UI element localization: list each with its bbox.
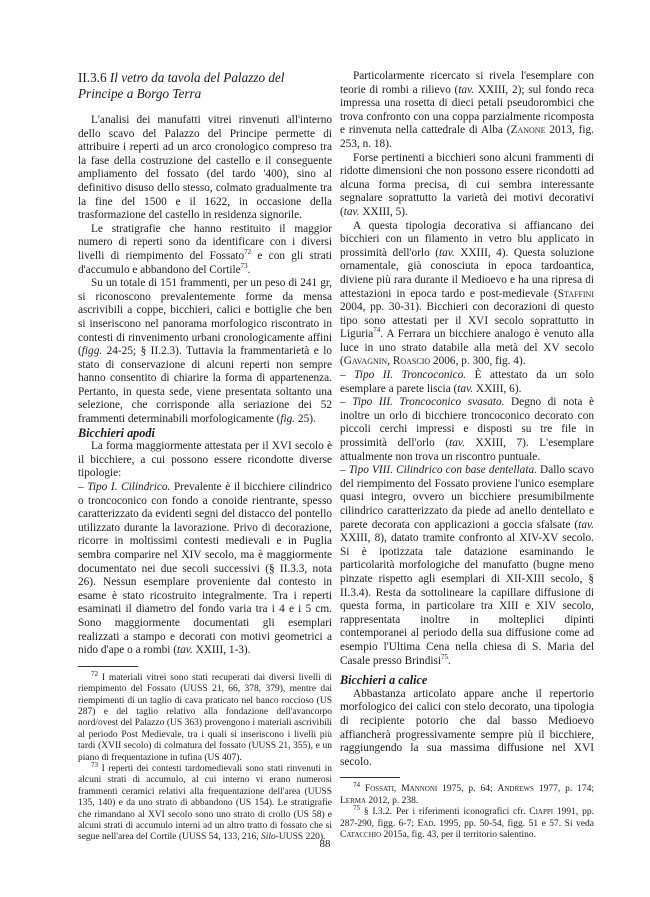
section-number: II.3.6: [78, 70, 107, 85]
footnote-ref: 72: [244, 248, 252, 257]
paragraph: La forma maggiormente attestata per il XVI secolo è il bicchiere, a cui possono essere ricondotte diverse tipologie:: [78, 440, 332, 480]
page-number: 88: [319, 838, 331, 850]
paragraph: Abbastanza articolato appare anche il repertorio morfologico dei calici con stelo decorato, una tipologia di recipiente potorio che dal basso Medioevo affiancherà progressivamente sempre più il bicchiere, raggiungendo la sua massima diffusione nel XVI secolo.: [340, 687, 594, 768]
section-heading: [78, 70, 332, 102]
paragraph: Su un totale di 151 frammenti, per un peso di 241 gr, si riconoscono prevalentemente forme da mensa ascrivibili a coppe, bicchieri, calici e bottiglie che ben si inseriscono nel panorama morfologico riscontrato in contesti di rinvenimento urbani cronologicamente affini (figg. 24-25; § II.2.3). Tuttavia la frammentarietà e lo stato di conservazione di alcuni reperti non sempre hanno consentito di chiarire la forma di appartenenza. Pertanto, in questa sede, viene presentata soltanto una selezione, che corrisponde alla seriazione dei 52 frammenti determinabili morfologicamente (fig. 25).: [78, 277, 332, 426]
paragraph: Le stratigrafie che hanno restituito il maggior numero di reperti sono da identificare con i diversi livelli di riempimento del Fossato$^{72}$ e con gli strati d'accumulo e abbandono del Cortile$^{73}$.: [78, 222, 332, 276]
paragraph: Particolarmente ricercato si rivela l'esemplare con teorie di rombi a rilievo (tav. XXIII, 2); sul fondo reca impressa una rosetta di dieci petali pseudorombici che trova confronto con una coppa parzialmente ricomposta e rinvenuta nella cattedrale di Alba (Zanone 2013, fig. 253, n. 18).: [340, 70, 594, 150]
paragraph: L'analisi dei manufatti vitrei rinvenuti all'interno dello scavo del Palazzo del Principe permette di attribuire i reperti ad un arco cronologico compreso tra la fase della costruzione del castello e il conseguente ampliamento del fossato (del tardo '400), sino al definitivo disuso dello stesso, colmato gradualmente tra la fine del 1500 e il 1622, in occasione della trasformazione del castello in residenza signorile.: [78, 114, 332, 222]
paragraph-tipo-ii: – Tipo II. Troncoconico. È attestato da un solo esemplare a parete liscia (tav. XXIII, 6).: [340, 369, 594, 395]
paragraph-tipo-viii: – Tipo VIII. Cilindrico con base dentellata. Dallo scavo del riempimento del Fossato proviene l'unico esemplare quasi integro, ovvero un bicchiere presumibilmente cilindrico caratterizzato da piede ad anello dentellato e parete decorata con applicazioni a goccia sfalsate (tav. XXIII, 8), datato tramite confronto al XIV-XV secolo. Si è ipotizzata tale datazione esaminando le particolarità morfologiche del manufatto (bugne meno pinzate rispetto agli esemplari di XII-XIII secolo, § II.3.4). Resta da sottolineare la capillare diffusione di questa forma, in particolare tra XIII e XIV secolo, rappresentata inoltre in molteplici dipinti contemporanei al periodo della sua diffusione come ad esempio l'Ultima Cena nella chiesa di S. Maria del Casale presso Brindisi$^{75}$.: [340, 464, 594, 667]
footnote-74: $^{74}$ Fossati, Mannoni 1975, p. 64; Andrews 1977, p. 174; Lerma 2012, p. 238.: [340, 781, 595, 806]
footnote-ref: 73: [240, 261, 248, 270]
paragraph-tipo-iii: – Tipo III. Troncoconico svasato. Degno di nota è inoltre un orlo di bicchiere troncoconico decorato con piccoli cerchi impressi e disposti su tre file in prossimità dell'orlo (tav. XXIII, 7). L'esemplare attualmente non trova un riscontro puntuale.: [340, 396, 595, 463]
footnote-separator: [340, 777, 400, 778]
footnote-75: $^{75}$ § I.3.2. Per i riferimenti iconografici cfr. Ciappi 1991, pp. 287-290, figg. 6-7; Ead. 1995, pp. 50-54, figg. 51 e 57. Si veda Catacchio 2015a, fig. 43, per il territorio salentino.: [340, 803, 594, 840]
paragraph-tipo-i: – Tipo I. Cilindrico. Prevalente è il bicchiere cilindrico o troncoconico con fondo a conoide rientrante, spesso caratterizzato da evidenti segni del distacco del pontello utilizzato durante la lavorazione. Privo di decorazione, ricorre in moltissimi contesti medievali e in Puglia sembra comparire nel XIV secolo, ma è maggiormente documentato nei due secoli successivi (§ II.3.3, nota 26). Nessun esemplare proveniente dal contesto in esame è stato ricostruito integralmente. Tra i reperti esaminati il diametro del fondo varia tra i 4 e i 5 cm. Sono maggiormente documentati gli esemplari realizzati a stampo e decorati con motivi geometrici a nido d'ape o a rombi (tav. XXIII, 1-3).: [78, 481, 332, 657]
footnote-ref: 75: [441, 652, 449, 661]
footnote-ref: 74: [373, 326, 381, 335]
section-title: Il vetro da tavola del Palazzo del Principe a Borgo Terra: [78, 70, 285, 101]
footnote-73: $^{73}$ I reperti dei contesti tardomedievali sono stati rinvenuti in alcuni strati di accumulo, al cui interno vi erano numerosi frammenti ceramici relativi alla frequentazione dell'area (UUSS 135, 140) e da uno strato di abbandono (US 154). Le stratigrafie che rimandano al XVI secolo sono uno strato di crollo (US 58) e alcuni strati di accumulo interni ad un altro tratto di fossato che si segue nell'area del Cortile (UUSS 54, 133, 216, Silo-UUSS 220).: [78, 760, 332, 843]
footnote-separator: [78, 666, 138, 667]
footnote-72: $^{72}$ I materiali vitrei sono stati recuperati dai diversi livelli di riempimento del Fossato (UUSS 21, 66, 378, 379), mentre dai riempimenti di un taglio di cava praticato nel banco roccioso (US 287) e del taglio relativo alla fondazione dell'avancorpo nord/ovest del Palazzo (US 363) provengono i materiali ascrivibili al periodo Post Medievale, tra i quali si inseriscono i livelli più tardi (XVII secolo) di colmatura del fossato (UUSS 21, 355), e un piano di frequentazione in tufina (US 407).: [78, 669, 332, 763]
paragraph: A questa tipologia decorativa si affiancano dei bicchieri con un filamento in vetro blu applicato in prossimità dell'orlo (tav. XXIII, 4). Questa soluzione ornamentale, già conosciuta in epoca tardoantica, diviene più rara durante il Medioevo e ha una ripresa di attestazioni in epoca tardo e post-medievale (Staffini 2004, pp. 30-31). Bicchieri con decorazioni di questo tipo sono attestati per il XVI secolo soprattutto in Liguria$^{74}$. A Ferrara un bicchiere analogo è venuto alla luce in uno strato databile alla metà del XV secolo (Gavagnin, Roascio 2006, p. 300, fig. 4).: [340, 219, 595, 368]
subheading-bicchieri-apodi: Bicchieri apodi: [78, 425, 155, 440]
subheading-bicchieri-a-calice: Bicchieri a calice: [340, 673, 428, 688]
paragraph: Forse pertinenti a bicchieri sono alcuni frammenti di ridotte dimensioni che non possono essere ricondotti ad alcuna forma precisa, di cui sembra interessante segnalare soprattutto la varietà dei motivi decorativi (tav. XXIII, 5).: [340, 151, 594, 218]
right-column: [340, 70, 594, 841]
left-column: [78, 70, 332, 844]
